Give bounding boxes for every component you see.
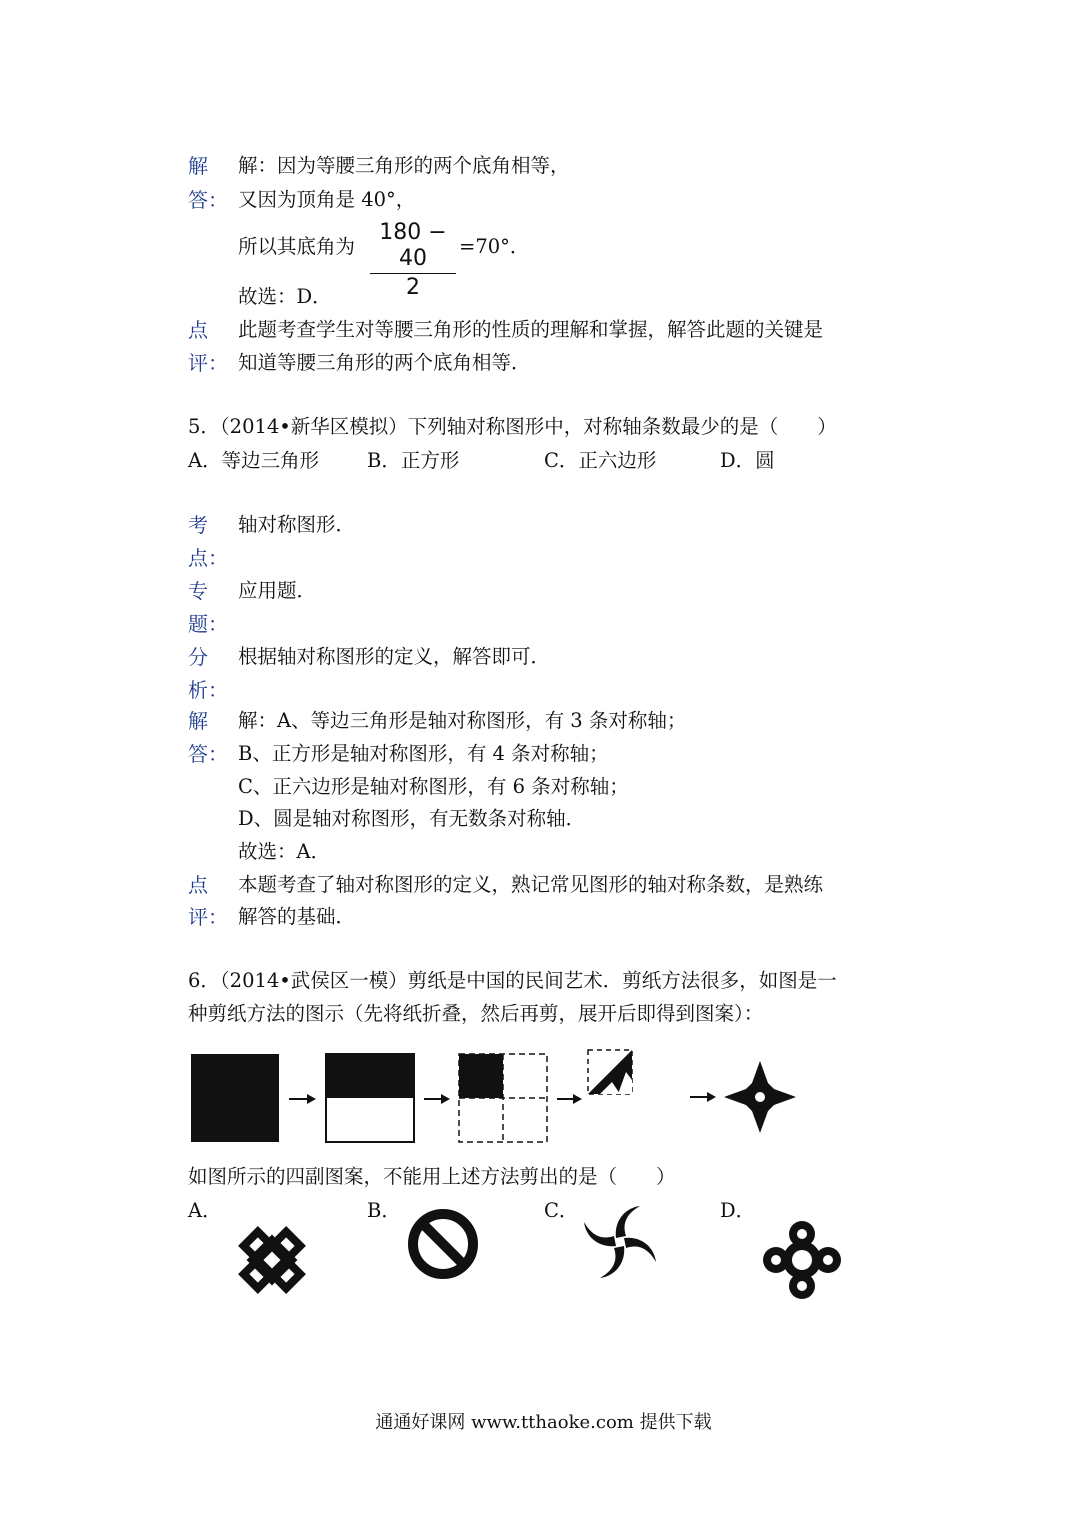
- step3-folded-quarter: [459, 1054, 547, 1142]
- option-c-pinwheel-figure: [584, 1206, 656, 1278]
- q5-dianping-line2: 解答的基础．: [238, 905, 356, 928]
- q4-solution-line2: 又因为顶角是 40°，: [238, 188, 416, 211]
- option-a-knot-figure: [230, 1218, 315, 1303]
- q5-jieda-line1: 解：A、等边三角形是轴对称图形，有 3 条对称轴；: [238, 709, 687, 732]
- q4-solution-line1: 解：因为等腰三角形的两个底角相等，: [238, 154, 570, 177]
- q5-fenxi: 根据轴对称图形的定义，解答即可．: [238, 645, 551, 668]
- label-da: 答：: [188, 188, 228, 212]
- q6-stem-line2: 种剪纸方法的图示（先将纸折叠，然后再剪，展开后即得到图案）：: [188, 1002, 764, 1025]
- label-da2: 答：: [188, 742, 228, 766]
- q4-solution-line3-prefix: 所以其底角为: [238, 235, 356, 258]
- q5-zhuanti: 应用题．: [238, 579, 317, 602]
- fraction-numerator: 180 − 40: [379, 220, 447, 271]
- step5-star-pattern: [724, 1061, 796, 1133]
- q4-solution-line3-suffix: =70°．: [459, 235, 530, 258]
- label-ti: 题：: [188, 612, 228, 636]
- q5-option-c: C．正六边形: [544, 449, 657, 472]
- arrow-right-icon: [289, 1094, 316, 1104]
- q6-stem-line3: 如图所示的四副图案，不能用上述方法剪出的是（ ）: [188, 1165, 676, 1188]
- q5-dianping-line1: 本题考查了轴对称图形的定义，熟记常见图形的轴对称条数，是熟练: [238, 873, 824, 896]
- arrow-right-icon: [690, 1092, 716, 1102]
- step1-black-square: [191, 1054, 279, 1142]
- label-fen: 分: [188, 645, 208, 669]
- fraction-denominator: 2: [406, 275, 420, 300]
- q4-solution-line4: 故选：D．: [238, 285, 332, 308]
- option-b-prohibition-figure: [413, 1214, 473, 1274]
- q5-jieda-line4: D、圆是轴对称图形，有无数条对称轴．: [238, 807, 586, 830]
- label-ping3: 评：: [188, 905, 228, 929]
- label-dian2: 点：: [188, 546, 228, 570]
- q6-option-d: D．: [720, 1199, 756, 1222]
- q6-stem-line1: 6．（2014•武侯区一模）剪纸是中国的民间艺术．剪纸方法很多，如图是一: [188, 969, 837, 992]
- step2-folded-half: [326, 1054, 414, 1142]
- q4-comment-line2: 知道等腰三角形的两个底角相等．: [238, 351, 531, 374]
- arrow-right-icon: [557, 1094, 582, 1104]
- label-dian: 点: [188, 318, 208, 342]
- label-xi: 析：: [188, 678, 228, 702]
- label-jie: 解: [188, 154, 208, 178]
- q5-jieda-line3: C、正六边形是轴对称图形，有 6 条对称轴；: [238, 775, 629, 798]
- q4-comment-line1: 此题考查学生对等腰三角形的性质的理解和掌握，解答此题的关键是: [238, 318, 824, 341]
- q5-jieda-line5: 故选：A．: [238, 840, 331, 863]
- page-footer: 通通好课网 www.tthaoke.com 提供下载: [375, 1412, 712, 1433]
- q5-option-d: D．圆: [720, 449, 775, 472]
- q6-option-a: A．: [188, 1199, 222, 1222]
- label-jie2: 解: [188, 709, 208, 733]
- q5-jieda-line2: B、正方形是轴对称图形，有 4 条对称轴；: [238, 742, 609, 765]
- q5-stem: 5．（2014•新华区模拟）下列轴对称图形中，对称轴条数最少的是（ ）: [188, 415, 837, 438]
- q5-option-b: B．正方形: [367, 449, 460, 472]
- label-dian3: 点: [188, 873, 208, 897]
- label-ping: 评：: [188, 351, 228, 375]
- q5-option-a: A．等边三角形: [188, 449, 320, 472]
- q6-option-c: C．: [544, 1199, 579, 1222]
- q5-kaodian: 轴对称图形．: [238, 513, 356, 536]
- option-d-four-circles-figure: [763, 1221, 841, 1299]
- step4-triangle-fold: [588, 1050, 632, 1094]
- label-zhuan: 专: [188, 579, 208, 603]
- label-kao: 考: [188, 513, 208, 537]
- arrow-right-icon: [424, 1094, 450, 1104]
- q6-option-b: B．: [367, 1199, 401, 1222]
